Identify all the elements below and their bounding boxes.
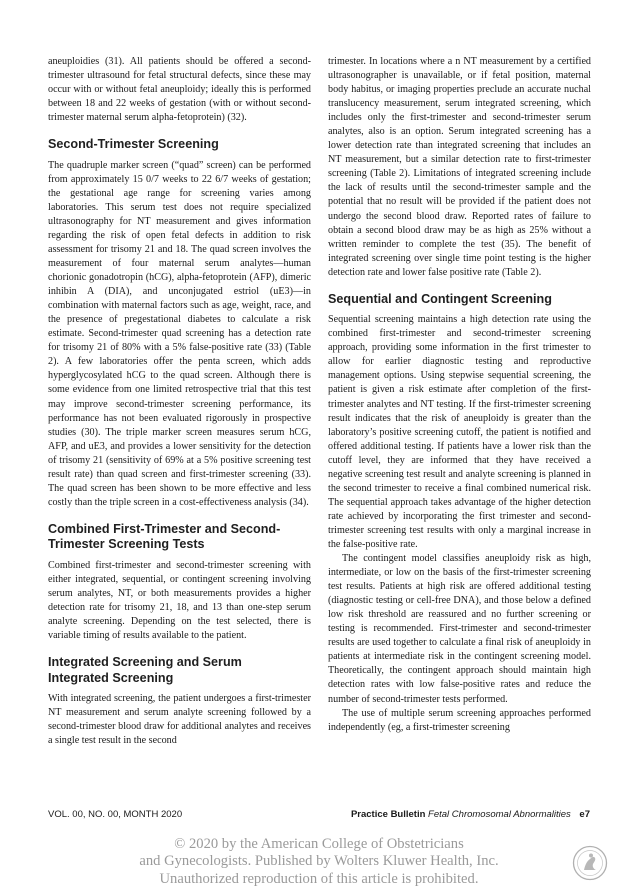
right-column [328,55,591,735]
seal-figure [584,857,596,870]
body-paragraph: Combined first-trimester and second-trimester screening with either integrated, sequential, or contingent screening involving serum analytes, NT, or both measurements provides a higher detection rate for trisomy 21, 18, and 13 than one-step serum analyte screening. Depending on the test selected, there is variable timing of results available to the patient. [48,559,311,642]
section-heading-second-trimester: Second-Trimester Screening [48,137,219,152]
body-paragraph: Sequential screening maintains a high detection rate using the combined first-trimester and second-trimester screening approach, providing some information in the first trimester to allow for earlier diagnostic testing and reproductive management options. Using stepwise sequential screening, the patient is given a risk estimate after completion of the first-trimester analytes and NT testing. If the first-trimester screening result indicates that the risk of aneuploidy is greater than the laboratory’s positive screening cutoff, the patient is notified and offered additional testing. If patients have a lower risk than the cutoff level, they are informed that they have received a negative screening test result and analyte screening is planned in the second trimester to receive a final combined numerical risk. The sequential approach takes advantage of the higher detection rate achieved by incorporating the first trimester and second-trimester screening test results with only a marginal increase in the false-positive rate. [328,314,591,550]
body-paragraph: The quadruple marker screen (“quad” screen) can be performed from approximately 15 0/7 weeks to 22 6/7 weeks of gestation; the gestational age range for screening varies among laboratories. This serum test does not require specialized ultrasonography for NT measurement and gives information regarding the risk of open fetal defects in addition to risk assessment for trisomy 21 and 18. The quad screen involves the measurement of four maternal serum analytes—human chorionic gonadotropin (hCG), alpha-fetoprotein (AFP), dimeric inhibin A (DIA), and unconjugated estriol (uE3)—in combination with maternal factors such as age, weight, race, and the presence of pregestational diabetes to calculate a risk estimate. Second-trimester quad screening has a detection rate for trisomy 21 of 80% with a 5% false-positive rate (33) (Table 2). A few laboratories offer the penta screen, which adds hyperglycosylated hCG to the quad screen. Although there is some evidence from one limited retrospective trial that this test may improve second-trimester screening performance, its performance has not been evaluated rigorously in prospective studies (30). The triple marker screen measures serum hCG, AFP, and uE3, and provides a lower sensitivity for the detection of trisomy 21 (sensitivity of 69% at a 5% positive screening test result rate) than quad screen and first-trimester screening (33). The quad screen has been shown to be more effective and less costly than the triple screen in a cost-effectiveness analysis (34). [48,159,311,508]
copyright-line: © 2020 by the American College of Obstetricians [174,836,464,852]
bulletin-label: Practice Bulletin [350,809,426,820]
section-heading-sequential: Sequential and Contingent Screening [328,291,552,306]
body-paragraph: The contingent model classifies aneuploidy risk as high, intermediate, or low on the basis of the first-trimester screening test results. Patients at high risk are offered additional testing (diagnostic testing or cell-free DNA), and those below a defined low risk threshold are reassured and no further screening or testing is recommended. First-trimester and second-trimester results are used together to calculate a final risk of aneuploidy in patients at intermediate risk in the contingent screening model. Theoretically, the contingent approach should maintain high detection rates with low false-positive rates and reduce the number of second-trimester tests performed. [328,553,591,705]
section-heading-combined [48,522,311,553]
bulletin-title: Fetal Chromosomal Abnormalities [428,809,571,820]
page-number: e7 [579,809,590,820]
heading-line: Integrated Screening [48,670,174,685]
heading-line: Combined First-Trimester and Second- [48,521,281,536]
acog-seal-icon [572,845,608,881]
heading-line: Trimester Screening Tests [48,537,205,552]
copyright-notice [0,836,638,888]
volume-info: VOL. 00, NO. 00, MONTH 2020 [48,809,183,820]
seal-figure-head [589,854,593,858]
body-paragraph: aneuploidies (31). All patients should be offered a second-trimester ultrasound for fetal structural defects, since these may occur with or without fetal aneuploidy; ideally this is performed between 18 and 22 weeks of gestation (with or without second-trimester maternal serum alpha-fetoprotein) (32). [48,56,311,124]
running-title [351,809,590,820]
copyright-line: Unauthorized reproduction of this article is prohibited. [159,870,479,887]
left-column [48,55,311,748]
body-paragraph: trimester. In locations where a n NT measurement by a certified ultrasonographer is unavailable, or if fetal position, maternal body habitus, or imaging properties preclude an accurate nuchal translucency measurement, serum integrated screening, which includes only the first-trimester and second-trimester serum analytes, also is an option. Serum integrated screening has a lower detection rate than integrated screening that includes an NT measurement, but a similar detection rate to first-trimester screening (Table 2). Limitations of integrated screening include the lack of results until the second-trimester sample and the potential that no result will be provided if the patient does not undergo the second blood draw. Reported rates of failure to obtain a second blood draw may be as high as 25% without a written reminder to complete the test (35). The benefit of integrated screening over single time point testing is the higher detection rate and lower false positive rate (Table 2). [328,56,591,278]
copyright-line: and Gynecologists. Published by Wolters Kluwer Health, Inc. [139,853,499,870]
section-heading-integrated [48,655,311,686]
heading-line: Integrated Screening and Serum [48,655,242,670]
body-paragraph: The use of multiple serum screening approaches performed independently (eg, a first-trimester screening [328,707,591,733]
body-paragraph: With integrated screening, the patient undergoes a first-trimester NT measurement and serum analyte screening followed by a second-trimester blood draw for additional analytes and receives a single test result in the second [48,693,311,747]
